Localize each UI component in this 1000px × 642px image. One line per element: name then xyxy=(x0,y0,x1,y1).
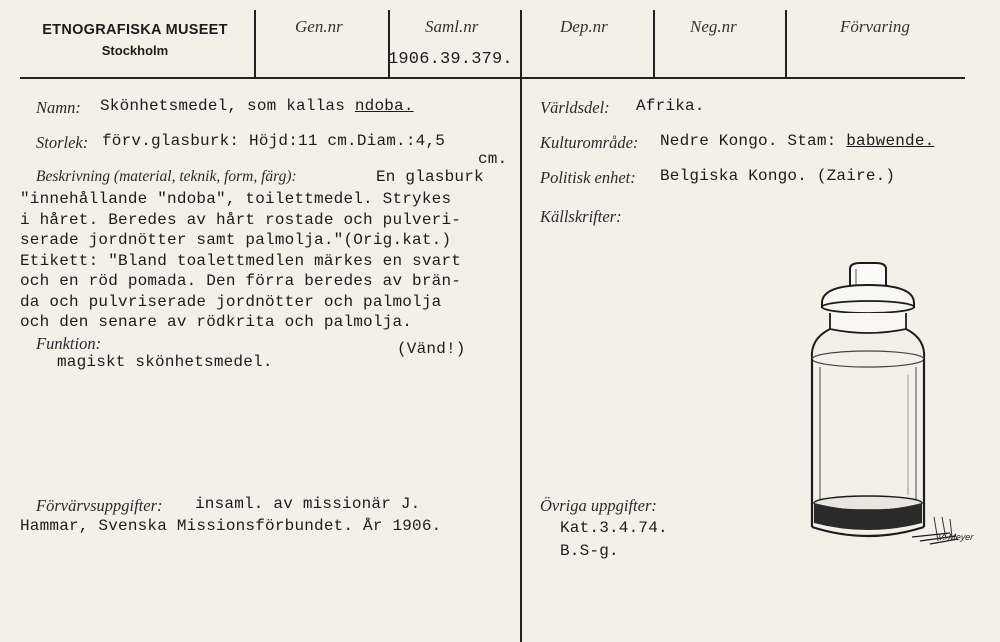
text-line: och en röd pomada. Den förra beredes av brän- xyxy=(20,272,462,290)
header-divider xyxy=(20,77,965,79)
kultur-stam: babwende. xyxy=(846,132,935,150)
column-divider xyxy=(254,10,256,78)
text-line: i håret. Beredes av hårt rostade och pulveri- xyxy=(20,210,462,229)
funktion-value: magiskt skönhetsmedel. xyxy=(57,353,273,371)
kallskrifter-label: Källskrifter: xyxy=(540,207,622,226)
text-line: och den senare av rödkrita och palmolja. xyxy=(20,313,413,331)
funktion-label: Funktion: xyxy=(36,334,102,353)
text-line: "innehållande "ndoba", toilettmedel. Strykes xyxy=(20,190,452,208)
ovriga-values xyxy=(560,517,668,563)
text-line: da och pulvriserade jordnötter och palmolja xyxy=(20,292,442,311)
saml-nr-label: Saml.nr xyxy=(425,17,479,36)
gen-nr-label: Gen.nr xyxy=(295,17,343,36)
ovriga-line: Kat.3.4.74. xyxy=(560,519,668,537)
glass-jar-illustration xyxy=(800,255,960,555)
column-divider xyxy=(653,10,655,78)
kultur-text: Nedre Kongo. Stam: xyxy=(660,132,847,150)
namn-value xyxy=(100,97,414,115)
column-divider xyxy=(520,10,522,642)
column-divider xyxy=(785,10,787,78)
kultur-label: Kulturområde: xyxy=(540,133,639,152)
saml-nr-value: 1906.39.379. xyxy=(388,50,513,69)
namn-underlined: ndoba. xyxy=(354,97,414,115)
namn-text: Skönhetsmedel, som kallas xyxy=(100,97,355,115)
ovriga-line: B.S-g. xyxy=(560,542,619,560)
institution-city: Stockholm xyxy=(101,43,169,58)
storlek-value: förv.glasburk: Höjd:11 cm.Diam.:4,5 xyxy=(102,132,446,150)
forvaring-label: Förvaring xyxy=(840,17,910,36)
beskrivning-first: En glasburk xyxy=(376,168,484,186)
forvarv-first: insaml. av missionär J. xyxy=(195,495,421,513)
neg-nr-label: Neg.nr xyxy=(690,17,737,36)
text-line: serade jordnötter samt palmolja."(Orig.kat.) xyxy=(20,231,452,249)
varldsdel-label: Världsdel: xyxy=(540,98,610,117)
vand-note: (Vänd!) xyxy=(397,340,466,358)
politisk-label: Politisk enhet: xyxy=(540,168,636,187)
varldsdel-value: Afrika. xyxy=(636,97,705,115)
forvarv-label: Förvärvsuppgifter: xyxy=(36,496,163,515)
institution-block xyxy=(20,22,250,58)
storlek-label: Storlek: xyxy=(36,133,89,152)
politisk-value: Belgiska Kongo. (Zaire.) xyxy=(660,167,896,185)
forvarv-second: Hammar, Svenska Missionsförbundet. År 1906. xyxy=(20,517,442,535)
storlek-continuation: cm. xyxy=(478,150,508,168)
kultur-value xyxy=(660,132,934,150)
signature: V. Meyer xyxy=(937,532,975,542)
institution-name: ETNOGRAFISKA MUSEET xyxy=(42,22,228,38)
ovriga-label: Övriga uppgifter: xyxy=(540,496,657,515)
beskrivning-text xyxy=(20,189,461,333)
dep-nr-label: Dep.nr xyxy=(560,17,608,36)
namn-label: Namn: xyxy=(36,98,81,117)
text-line: Etikett: "Bland toalettmedlen märkes en svart xyxy=(20,251,462,270)
beskrivning-label: Beskrivning (material, teknik, form, färg): xyxy=(36,168,297,185)
